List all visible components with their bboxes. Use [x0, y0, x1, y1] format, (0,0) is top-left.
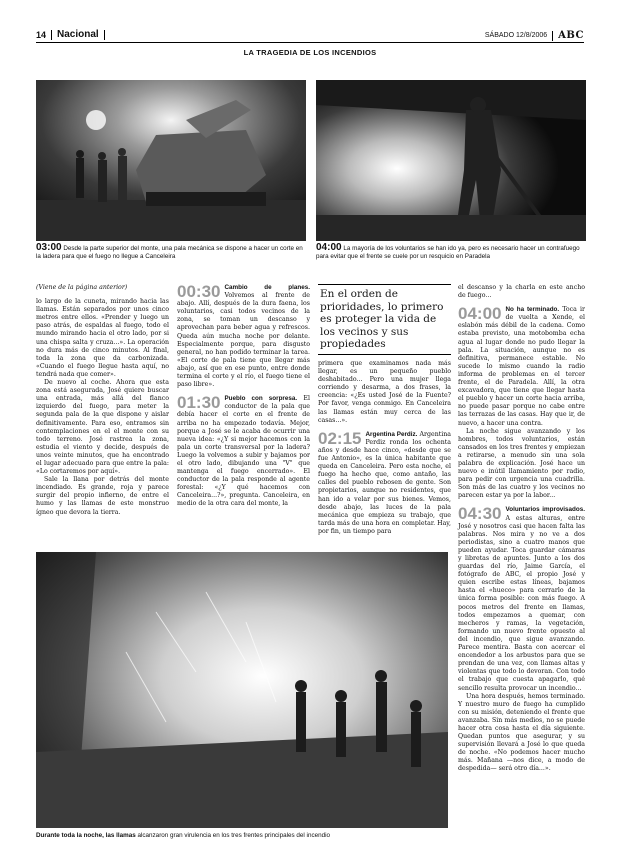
- continued-note: (Viene de la página anterior): [36, 284, 128, 291]
- timestamp-paragraph: [458, 506, 585, 692]
- page-header-left: [36, 29, 105, 40]
- burning-forest-night-photo: [36, 552, 448, 828]
- volunteer-fighting-fire-photo-icon: [316, 80, 586, 241]
- newspaper-brand: ABC: [558, 30, 584, 41]
- paragraph-body: A estas alturas, entre José y nosotros casi que hacen falta las palabras. Nos mira y no ve a dos periodistas, sino a cuatro manos que pueden ayudar. Toca guardar cámaras y libretas de apuntes. Junto a los dos guardas del río, Jaime García, el fotógrafo de ABC, el propio José y quien escribe estas líneas, bajamos hasta el «hueco» para cerrarlo de la única forma posible: con más fuego. A pocos metros del frente en llamas, todos empezamos a quemar, con mecheros y ramas, la vegetación, formando un nuevo frente opuesto al del incendio, que sigue avanzando. Parece mentira. Basta con acercar el encendedor a los arbustos para que se prendan de una vez, con llamas altas y violentas que todo lo devoran. Con todo el trabajo que cuesta apagarlo, qué sencillo resulta provocar un incendio...: [458, 514, 585, 692]
- paragraph-body: Volvemos al frente de abajo. Allí, después de la dura faena, los voluntarios, casi todos vecinos de la zona, se toman un descanso y aprovechan para beber agua y refrescos. Queda aún mucha noche por delante. Especialmente porque, para disgusto general, no han podido terminar la tarea. «El corte de pala tiene que llegar más abajo, así que en ese punto, entre donde termina el corte y el río, el fuego tiene el paso libre».: [177, 292, 310, 389]
- pull-quote-bottom-rule: [318, 354, 451, 355]
- photo-caption-top-left: [36, 244, 308, 261]
- caption-time: 04:00: [316, 242, 342, 253]
- article-column-4: [458, 284, 585, 774]
- paragraph: lo largo de la cuneta, mirando hacia las llamas. Están separados por unos cinco metros entre ellos. «Prender y luego un paso atrás, de espaldas al fuego, todo el mundo mirando hacia el otro lado, por si una chispa salta y cruza...». La operación no dura más de cinco minutos. Al final, toda la zona que da carbonizada. «Cuando el fuego llegue hasta aquí, no tendrá nada que comer».: [36, 298, 169, 378]
- header-rule: [36, 42, 584, 43]
- timestamp: 04:00: [458, 304, 502, 324]
- header-divider: [104, 30, 105, 40]
- caption-text: La mayoría de los voluntarios se han ido ya, pero es necesario hacer un contrafuego para evitar que el frente se cuele por un resquicio en Paradela: [316, 245, 580, 260]
- paragraph-lead: Voluntarios improvisados.: [505, 506, 585, 514]
- timestamp: 01:30: [177, 393, 221, 413]
- night-fire-excavator-photo-icon: [36, 80, 306, 241]
- paragraph: primera que examinamos nada más llegar, es un pequeño pueblo deshabitado... Pero una mujer llega corriendo y desarma, a dos frases, la creencia: «¿Es usted José de la Fuente? Por favor, venga conmigo. En Canceleira las llamas están muy cerca de las casas...».: [318, 360, 451, 424]
- paragraph: De nuevo al coche. Ahora que esta zona está asegurada, José quiere buscar una entrada, más allá del flanco izquierdo del fuego, para meter la segunda pala de la que dispone y aislar definitivamente. Para eso, entramos sin contemplaciones en el el monte con su todo terreno. José rastrea la zona, estudia el viento y decide, después de unos veinte minutos, que ha encontrado el lugar adecuado para que entre la pala: «Lo cortaremos por aquí».: [36, 379, 169, 476]
- paragraph: La noche sigue avanzando y los hombres, todos voluntarios, están cansados en los tres frentes y empiezan a retirarse, a menudo sin una sola palabra de explicación. José hace un nuevo e inútil llamamiento por radio, para pedir con urgencia una cuadrilla. Son más de las cuatro y los vecinos no parecen estar ya por la labor...: [458, 427, 585, 500]
- section-kicker: LA TRAGEDIA DE LOS INCENDIOS: [243, 48, 377, 57]
- page-number: 14: [36, 29, 47, 40]
- timestamp: 00:30: [177, 282, 221, 301]
- article-column-1: [36, 284, 169, 517]
- timestamp-paragraph: [177, 284, 310, 389]
- paragraph-lead: Argentina Perdiz.: [365, 430, 418, 438]
- paragraph-lead: No ha terminado.: [505, 306, 560, 314]
- timestamp-paragraph: [318, 428, 451, 536]
- pull-quote-top-rule: [318, 284, 451, 285]
- header-divider: [51, 30, 52, 40]
- timestamp: 02:15: [318, 428, 362, 448]
- paragraph-body: Toca ir de vuelta a Xende, el eslabón más débil de la cadena. Como estaba previsto, una motobomba echa agua al lugar donde no pudo llegar la pala. La situación, aunque no es definitiva, permanece estable. No sucede lo mismo cuando la radio informa de problemas en el tercer frente, el de Paradela. Allí, la otra excavadora, que tiene que llegar hasta el pueblo y hacer un corte hacia arriba, no puede pasar porque no cabe entre las terrazas de las casas. Hay que ir, de nuevo, a hacer una contra.: [458, 306, 585, 427]
- paragraph-lead: Pueblo con sorpresa.: [224, 395, 298, 403]
- article-column-2: [177, 284, 310, 509]
- photo-caption-bottom: [36, 832, 448, 840]
- night-fire-excavator-photo: [36, 80, 306, 241]
- issue-date: SÁBADO 12/8/2006: [484, 32, 548, 39]
- caption-time: 03:00: [36, 242, 62, 253]
- paragraph: Una hora después, hemos terminado. Y nuestro muro de fuego ha cumplido con su misión, deteniendo el frente que avanzaba. Sin más medios, no se puede hacer otra cosa hasta el día siguiente. Quedan puntos que asegurar, y su supervisión llevará a José lo que queda de noche. «No podemos hacer mucho más. Mañana —nos dice, a modo de despedida— será otro día...».: [458, 692, 585, 773]
- section-name: Nacional: [57, 29, 99, 40]
- photo-caption-top-right: [316, 244, 586, 261]
- timestamp: 04:30: [458, 504, 502, 524]
- timestamp-paragraph: [177, 395, 310, 508]
- caption-text: alcanzaron gran virulencia en los tres frentes principales del incendio: [135, 832, 330, 839]
- pull-quote: En el orden de prioridades, lo primero es proteger la vida de los vecinos y sus propiedades: [320, 288, 444, 350]
- paragraph-body: El conductor de la pala que debía hacer el corte en el frente de arriba no ha empezado todavía. Mejor, porque a José se le acaba de ocurrir una nueva idea: «¿Y si mejor hacemos con la pala un corte transversal por la ladera? Luego la volvemos a subir y bajamos por el otro lado, dibujando una "V" que mantenga el fuego encerrado». El conductor de la pala responde al agente forestal: «¿Y qué hacemos con Canceleira...?», pregunta. Canceleira, en medio de la otra cara del monte, la: [177, 395, 310, 508]
- paragraph-lead: Cambio de planes.: [224, 284, 310, 291]
- caption-lead: Durante toda la noche, las llamas: [36, 832, 136, 839]
- paragraph: Sale la llana por detrás del monte incendiado. Es grande, roja y parece surgir del propio infierno, de entre el humo y las llamas de este monstruo ígneo que devora la tierra.: [36, 476, 169, 516]
- paragraph-body: Argentina Perdiz ronda los ochenta años y desde hace cinco, «desde que se fue Antonio», es la única habitante que queda en Canceleira. Pero esta noche, el fuego ha hecho que, como antaño, las calles del pueblo rebosen de gente. Son propietarios, aunque no residentes, que han ido a velar por sus bienes. Vemos, desde abajo, las luces de la pala mecánica que empieza su trabajo, que tarda más de una hora en completar. Hay, por fin, un tiempo para: [318, 430, 451, 535]
- caption-text: Desde la parte superior del monte, una pala mecánica se dispone a hacer un corte en la ladera para que el fuego no llegue a Canceleira: [36, 245, 303, 260]
- timestamp-paragraph: [458, 306, 585, 427]
- paragraph: el descanso y la charla en este ancho de fuego...: [458, 284, 585, 300]
- header-divider: [552, 31, 553, 41]
- article-column-3: [318, 360, 451, 536]
- burning-forest-night-photo-icon: [36, 552, 448, 828]
- volunteer-fighting-fire-photo: [316, 80, 586, 241]
- page-header-right: [485, 30, 584, 41]
